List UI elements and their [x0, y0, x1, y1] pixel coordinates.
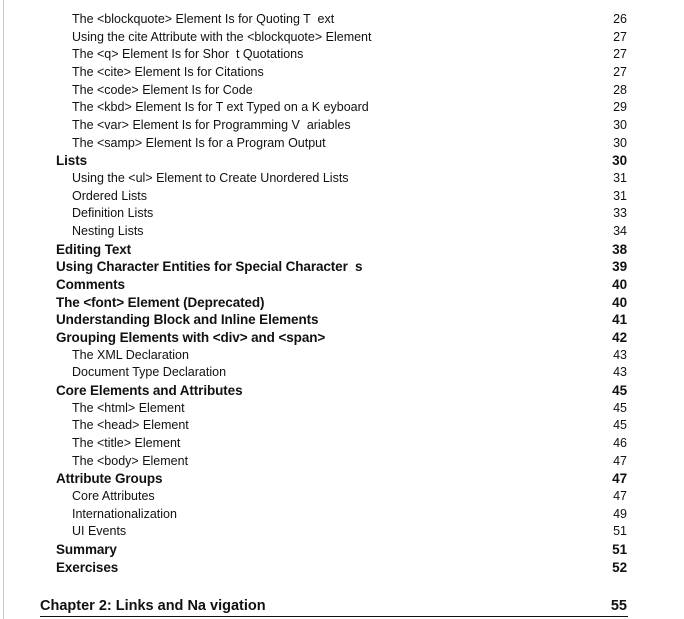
entry-title: Ordered Lists [72, 188, 148, 203]
entry-page: 27 [613, 47, 627, 62]
entry-title: The <body> Element [72, 453, 189, 468]
entry-page: 51 [613, 524, 627, 539]
toc-subsection-entry[interactable] [0, 99, 684, 117]
entry-title: The <samp> Element Is for a Program Output [72, 135, 326, 150]
toc-section-entry[interactable] [0, 294, 684, 312]
toc-subsection-entry[interactable] [0, 11, 684, 29]
toc-subsection-entry[interactable] [0, 453, 684, 471]
entry-title: The <kbd> Element Is for T ext Typed on a K eyboard [72, 100, 369, 115]
toc-subsection-entry[interactable] [0, 170, 684, 188]
toc-subsection-entry[interactable] [0, 135, 684, 153]
toc-section-entry[interactable] [0, 276, 684, 294]
entry-page: 47 [613, 453, 627, 468]
entry-title: Editing Text [56, 241, 132, 257]
entry-page: 46 [613, 436, 627, 451]
entry-page: 51 [612, 542, 627, 558]
entry-title: Internationalization [72, 506, 177, 521]
entry-page: 45 [612, 383, 627, 399]
toc-subsection-entry[interactable] [0, 347, 684, 365]
toc-subsection-entry[interactable] [0, 364, 684, 382]
entry-page: 47 [612, 471, 627, 487]
entry-page: 40 [612, 277, 627, 293]
toc-subsection-entry[interactable] [0, 82, 684, 100]
entry-title: Attribute Groups [56, 471, 163, 487]
entry-page: 31 [613, 188, 627, 203]
entry-page: 52 [612, 559, 627, 575]
toc-chapter-entry[interactable] [40, 596, 628, 617]
entry-title: Comments [56, 277, 125, 293]
entry-title: The <head> Element [72, 418, 189, 433]
entry-page: 45 [613, 418, 627, 433]
entry-page: 30 [612, 153, 627, 169]
entry-page: 42 [612, 330, 627, 346]
toc-subsection-entry[interactable] [0, 205, 684, 223]
toc-subsection-entry[interactable] [0, 488, 684, 506]
entry-page: 31 [613, 171, 627, 186]
entry-page: 43 [613, 365, 627, 380]
entry-title: Summary [56, 542, 117, 558]
toc-section-entry[interactable] [0, 382, 684, 400]
entry-page: 29 [613, 100, 627, 115]
table-of-contents [0, 11, 684, 577]
toc-section-entry[interactable] [0, 541, 684, 559]
toc-subsection-entry[interactable] [0, 29, 684, 47]
entry-page: 39 [612, 259, 627, 275]
entry-title: Using the cite Attribute with the <blockquote> Element [72, 29, 372, 44]
chapter-page: 55 [610, 598, 627, 614]
entry-title: The <code> Element Is for Code [72, 82, 253, 97]
toc-subsection-entry[interactable] [0, 523, 684, 541]
entry-title: Lists [56, 153, 88, 169]
entry-page: 40 [612, 294, 627, 310]
toc-subsection-entry[interactable] [0, 417, 684, 435]
entry-title: Using Character Entities for Special Character s [56, 259, 363, 275]
toc-subsection-entry[interactable] [0, 117, 684, 135]
entry-title: The <cite> Element Is for Citations [72, 65, 264, 80]
toc-subsection-entry[interactable] [0, 64, 684, 82]
entry-title: The <blockquote> Element Is for Quoting T ext [72, 12, 335, 26]
entry-title: Core Elements and Attributes [56, 383, 243, 399]
entry-title: Core Attributes [72, 489, 155, 504]
entry-title: Using the <ul> Element to Create Unordered Lists [72, 171, 349, 186]
entry-title: The XML Declaration [72, 347, 189, 362]
entry-title: Understanding Block and Inline Elements [56, 312, 319, 328]
entry-page: 30 [613, 118, 627, 133]
entry-page: 49 [613, 506, 627, 521]
entry-title: The <font> Element (Deprecated) [56, 294, 265, 310]
entry-page: 27 [613, 65, 627, 80]
toc-subsection-entry[interactable] [0, 46, 684, 64]
entry-title: Exercises [56, 559, 119, 575]
toc-section-entry[interactable] [0, 329, 684, 347]
toc-section-entry[interactable] [0, 559, 684, 577]
entry-page: 41 [612, 312, 627, 328]
toc-subsection-entry[interactable] [0, 506, 684, 524]
toc-section-entry[interactable] [0, 470, 684, 488]
toc-subsection-entry[interactable] [0, 188, 684, 206]
entry-page: 28 [613, 82, 627, 97]
toc-section-entry[interactable] [0, 152, 684, 170]
entry-title: Grouping Elements with <div> and <span> [56, 330, 326, 346]
entry-page: 43 [613, 347, 627, 362]
entry-title: The <var> Element Is for Programming V ariables [72, 118, 351, 133]
toc-subsection-entry[interactable] [0, 400, 684, 418]
entry-page: 33 [613, 206, 627, 221]
entry-title: Document Type Declaration [72, 365, 227, 380]
entry-page: 45 [613, 400, 627, 415]
entry-page: 47 [613, 489, 627, 504]
chapter-title: Chapter 2: Links and Na vigation [40, 598, 266, 614]
entry-title: The <q> Element Is for Shor t Quotations [72, 47, 304, 62]
toc-subsection-entry[interactable] [0, 223, 684, 241]
entry-title: The <title> Element [72, 436, 181, 451]
entry-title: Definition Lists [72, 206, 154, 221]
entry-title: Nesting Lists [72, 224, 144, 239]
toc-subsection-entry[interactable] [0, 435, 684, 453]
toc-section-entry[interactable] [0, 311, 684, 329]
entry-page: 26 [613, 12, 627, 26]
entry-title: The <html> Element [72, 400, 185, 415]
entry-page: 30 [613, 135, 627, 150]
entry-title: UI Events [72, 524, 127, 539]
toc-section-entry[interactable] [0, 241, 684, 259]
entry-page: 38 [612, 241, 627, 257]
entry-page: 27 [613, 29, 627, 44]
entry-page: 34 [613, 224, 627, 239]
toc-section-entry[interactable] [0, 258, 684, 276]
